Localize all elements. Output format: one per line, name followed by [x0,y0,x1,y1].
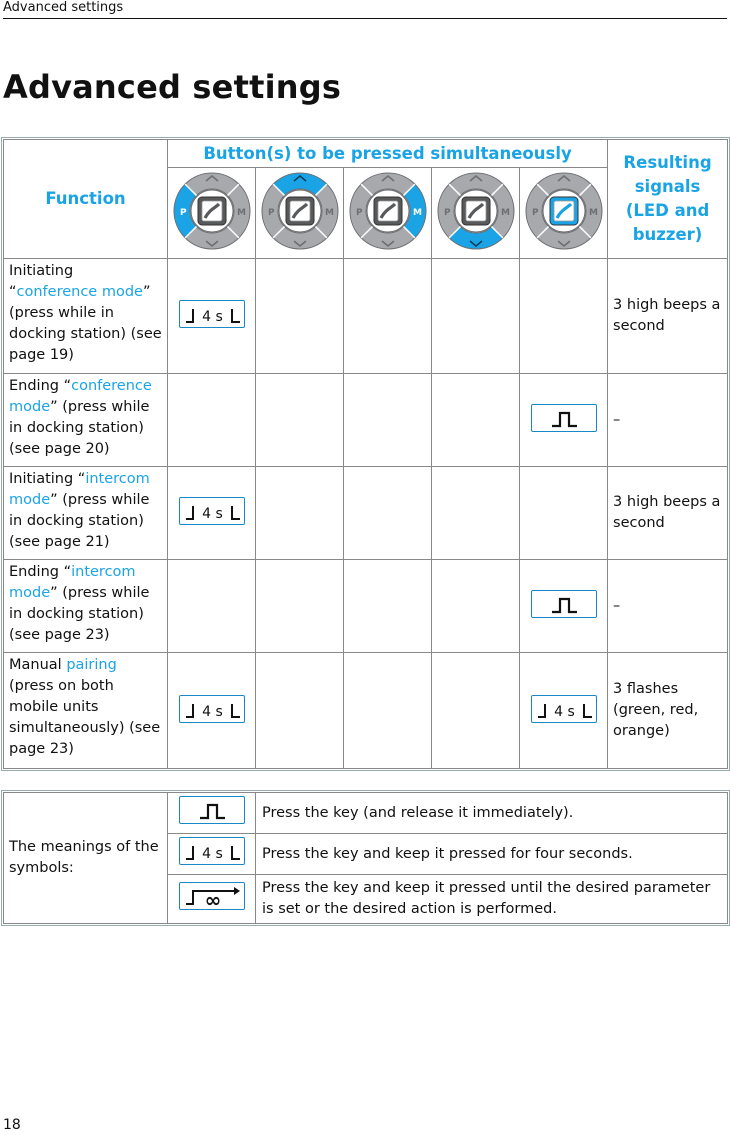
p-key-label: P [267,208,275,218]
p-key-label: P [443,208,451,218]
running-header: Advanced settings [3,0,727,19]
table-row [4,653,728,769]
m-key-label: M [588,208,598,218]
function-text: Initiating “ [9,471,86,487]
press-and-hold-symbol [179,882,245,910]
function-text: Manual [9,657,67,673]
function-text: Initiating “ [9,263,74,300]
button-symbol-cell [168,467,256,560]
press-briefly-symbol [531,590,597,618]
legend-description: Press the key (and release it immediately). [256,793,728,834]
press-four-seconds-symbol [179,497,245,525]
button-symbol-cell [344,653,432,769]
function-cell [4,467,168,560]
legend-description: Press the key and keep it pressed until the desired parameter is set or the desired action is performed. [256,875,728,924]
button-p-highlighted-icon [171,170,253,252]
table-row [4,259,728,374]
button-symbol-cell [256,374,344,467]
button-symbol-cell [168,259,256,374]
legend-symbol-cell [168,834,256,875]
column-header-buttons: Button(s) to be pressed simultaneously [168,140,608,168]
button-symbol-cell [520,259,608,374]
button-image-cell [344,168,432,259]
button-symbol-cell [520,560,608,653]
column-header-function: Function [4,140,168,259]
legend-intro: The meanings of the symbols: [4,793,168,924]
button-center-highlighted-icon [523,170,605,252]
result-cell: 3 high beeps a second [608,259,728,374]
result-cell: – [608,560,728,653]
press-four-seconds-symbol [179,695,245,723]
result-cell: 3 flashes (green, red, orange) [608,653,728,769]
four-seconds-label: 4 s [553,703,575,720]
button-symbol-cell [168,653,256,769]
m-key-label: M [412,208,422,218]
legend-description: Press the key and keep it pressed for four seconds. [256,834,728,875]
m-key-label: M [500,208,510,218]
button-symbol-cell [344,560,432,653]
function-text: ” (press while in docking station) (see page 20) [9,399,150,457]
press-briefly-symbol [531,404,597,432]
table-row [4,374,728,467]
four-seconds-label: 4 s [201,506,223,522]
table-row [4,467,728,560]
button-image-cell [168,168,256,259]
function-text: Ending “ [9,564,72,580]
button-symbol-cell [344,467,432,560]
button-symbol-cell [432,467,520,560]
m-key-label: M [236,208,246,218]
function-term: intercom mode [9,564,136,601]
button-up-highlighted-icon [259,170,341,252]
page-title: Advanced settings [3,68,342,106]
button-symbol-cell [256,467,344,560]
button-symbol-cell [432,374,520,467]
button-symbol-cell [256,259,344,374]
button-image-cell [520,168,608,259]
function-text: ” (press while in docking station) (see page 19) [9,284,162,363]
button-symbol-cell [520,374,608,467]
four-seconds-label: 4 s [201,309,223,325]
function-text: ” (press while in docking station) (see page 23) [9,585,150,643]
press-four-seconds-symbol [179,300,245,328]
function-term: conference mode [16,284,143,300]
four-seconds-label: 4 s [201,845,223,862]
press-four-seconds-symbol [531,695,597,723]
function-text: Ending “ [9,378,72,394]
function-term: intercom mode [9,471,150,508]
p-key-label: P [355,208,363,218]
column-header-result: Resulting signals (LED and buzzer) [608,140,728,259]
function-text: ” (press while in docking station) (see page 21) [9,492,150,550]
button-symbol-cell [168,560,256,653]
button-image-cell [432,168,520,259]
function-term: pairing [66,657,117,673]
button-symbol-cell [344,374,432,467]
function-cell [4,560,168,653]
button-symbol-cell [432,653,520,769]
m-key-label: M [324,208,334,218]
button-symbol-cell [432,259,520,374]
result-cell: – [608,374,728,467]
function-term: conference mode [9,378,152,415]
result-cell: 3 high beeps a second [608,467,728,560]
infinity-label: ∞ [204,887,221,911]
p-key-label: P [179,208,187,218]
button-image-cell [256,168,344,259]
button-symbol-cell [520,467,608,560]
press-four-seconds-symbol [179,837,245,865]
legend-row [4,793,728,834]
press-briefly-symbol [179,796,245,824]
button-symbol-cell [168,374,256,467]
symbol-legend-table [3,792,728,924]
p-key-label: P [531,208,539,218]
function-cell [4,374,168,467]
four-seconds-label: 4 s [201,703,223,720]
button-symbol-cell [344,259,432,374]
table-row [4,560,728,653]
button-symbol-cell [256,653,344,769]
legend-symbol-cell [168,875,256,924]
legend-symbol-cell [168,793,256,834]
function-text: (press on both mobile units simultaneously) (see page 23) [9,678,161,757]
function-cell [4,653,168,769]
button-symbol-cell [520,653,608,769]
page-number: 18 [3,1117,21,1133]
function-cell [4,259,168,374]
button-down-highlighted-icon [435,170,517,252]
button-combination-table [3,139,728,769]
button-symbol-cell [256,560,344,653]
button-m-highlighted-icon [347,170,429,252]
button-symbol-cell [432,560,520,653]
